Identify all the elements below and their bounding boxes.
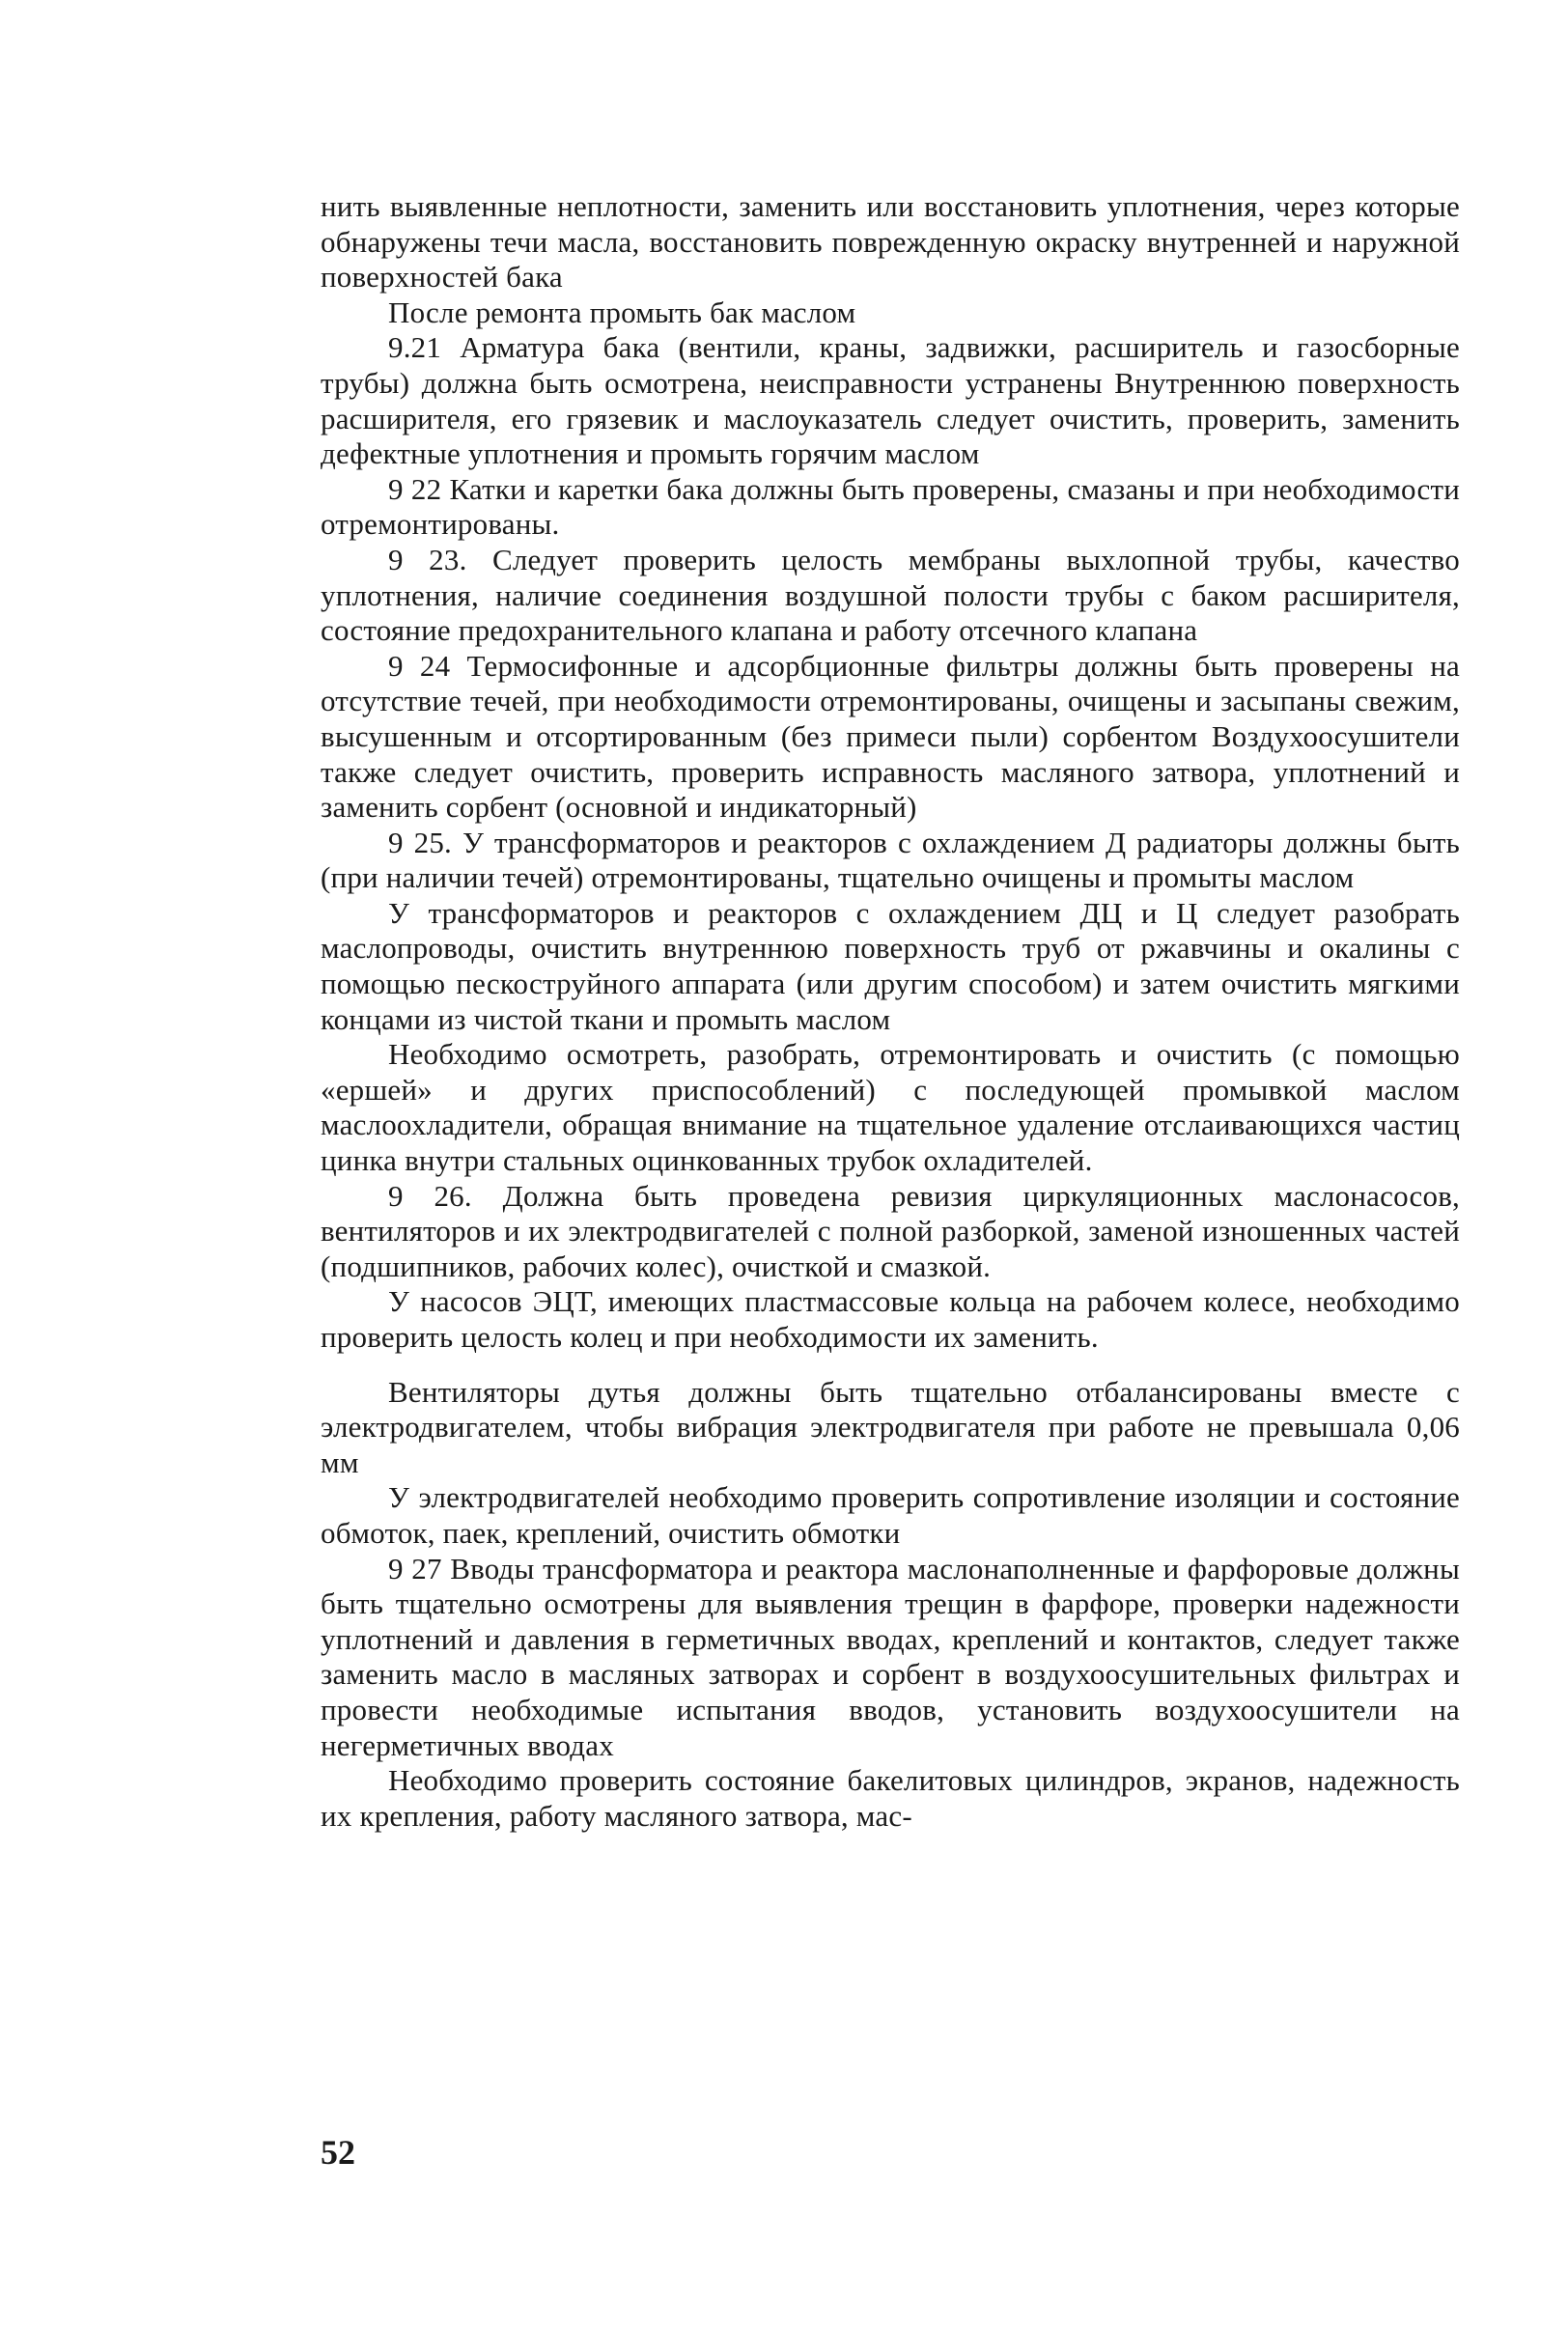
paragraph-continuation: нить выявленные неплотности, заменить или восстановить уплотнения, через которые обнаружены течи масла, восстановить поврежденную окраску внутренней и наружной поверхностей бака [321,189,1460,295]
paragraph-9-26: 9 26. Должна быть проведена ревизия циркуляционных маслонасосов, вентиляторов и их электродвигателей с полной разборкой, заменой изношенных частей (подшипников, рабочих колес), очисткой и смазкой. [321,1178,1460,1283]
paragraph-cooling-dc: У трансформаторов и реакторов с охлаждением ДЦ и Ц следует разобрать маслопроводы, очистить внутреннюю поверхность труб от ржавчины и окалины с помощью пескоструйного аппарата (или другим способом) и затем очистить мягкими концами из чистой ткани и промыть маслом [321,895,1460,1036]
paragraph-fans: Вентиляторы дутья должны быть тщательно отбалансированы вместе с электродвигателем, чтобы вибрация электродвигателя при работе не превышала 0,06 мм [321,1374,1460,1479]
paragraph-tank-rinse: После ремонта промыть бак маслом [388,295,856,329]
paragraph-9-21: 9.21 Арматура бака (вентили, краны, задвижки, расширитель и газосборные трубы) должна быть осмотрена, неисправности устранены Внутреннюю поверхность расширителя, его грязевик и маслоуказатель следует очистить, проверить, заменить дефектные уплотнения и промыть горячим маслом [321,330,1460,471]
paragraph-9-27: 9 27 Вводы трансформатора и реактора маслонаполненные и фарфоровые должны быть тщательно осмотрены для выявления трещин в фарфоре, проверки надежности уплотнений и давления в герметичных вводах, креплений и контактов, следует также заменить масло в масляных затворах и сорбент в воздухоосушительных фильтрах и провести необходимые испытания вводов, установить воздухоосушители на негерметичных вводах [321,1551,1460,1762]
paragraph-oil-coolers: Необходимо осмотреть, разобрать, отремонтировать и очистить (с помощью «ершей» и других приспособлений) с последующей промывкой маслом маслоохладители, обращая внимание на тщательное удаление отслаивающихся частиц цинка внутри стальных оцинкованных трубок охладителей. [321,1037,1460,1178]
paragraph-bakelite: Необходимо проверить состояние бакелитовых цилиндров, экранов, надежность их крепления, работу масляного затвора, мас- [321,1763,1460,1833]
paragraph-motors: У электродвигателей необходимо проверить сопротивление изоляции и состояние обмоток, паек, креплений, очистить обмотки [321,1480,1460,1550]
page-body [321,189,1460,1834]
paragraph-ect-pumps: У насосов ЭЦТ, имеющих пластмассовые кольца на рабочем колесе, необходимо проверить целость колец и при необходимости их заменить. [321,1284,1460,1354]
paragraph-9-23: 9 23. Следует проверить целость мембраны выхлопной трубы, качество уплотнения, наличие соединения воздушной полости трубы с баком расширителя, состояние предохранительного клапана и работу отсечного клапана [321,542,1460,648]
paragraph-9-22: 9 22 Катки и каретки бака должны быть проверены, смазаны и при необходимости отремонтированы. [321,471,1460,542]
paragraph-9-25: 9 25. У трансформаторов и реакторов с охлаждением Д радиаторы должны быть (при наличии течей) отремонтированы, тщательно очищены и промыты маслом [321,825,1460,895]
paragraph-9-24: 9 24 Термосифонные и адсорбционные фильтры должны быть проверены на отсутствие течей, при необходимости отремонтированы, очищены и засыпаны свежим, высушенным и отсортированным (без примеси пыли) сорбентом Воздухоосушители также следует очистить, проверить исправность масляного затвора, уплотнений и заменить сорбент (основной и индикаторный) [321,648,1460,825]
page-number: 52 [321,2133,355,2172]
